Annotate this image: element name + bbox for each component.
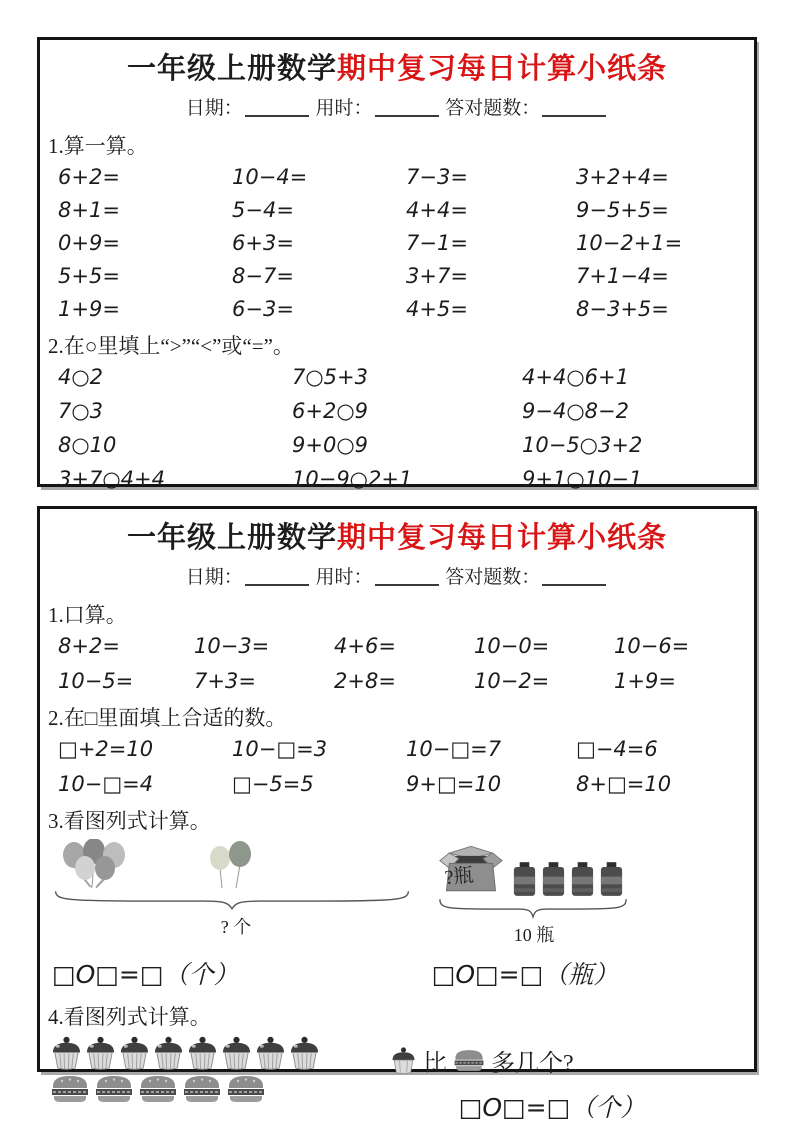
problem-item: 4+4○6+1 — [522, 366, 754, 388]
bottle-icon — [570, 862, 595, 897]
date-label: 日期： — [186, 567, 243, 588]
problem-item: 7○3 — [58, 400, 292, 422]
bottle-icon — [512, 862, 537, 897]
problem-item: 4+6= — [334, 635, 474, 657]
problem-item: 6+2○9 — [292, 400, 522, 422]
title-red-part: 期中复习每日计算小纸条 — [337, 53, 667, 85]
problem-item: 2+8= — [334, 670, 474, 692]
burger-icon — [182, 1074, 222, 1104]
problem-item: 6+3= — [232, 232, 406, 254]
bottle-equation: □O□=□（瓶） — [420, 955, 630, 991]
cupcake-icon — [118, 1035, 151, 1071]
problem-item: 7○5+3 — [292, 366, 522, 388]
balloon-total-label: ? 个 — [52, 913, 420, 939]
question-3-heading: 3.看图列式计算。 — [48, 805, 754, 835]
problem-item: □−5=5 — [232, 773, 406, 795]
bottle-icon — [599, 862, 624, 897]
problem-item: 0+9= — [58, 232, 232, 254]
bottle-group — [512, 862, 624, 897]
problem-item: 6+2= — [58, 166, 232, 188]
time-label: 用时： — [315, 567, 372, 588]
problem-item: 10−2+1= — [576, 232, 754, 254]
cupcake-icon — [220, 1035, 253, 1071]
problem-item: 10−□=7 — [406, 738, 576, 760]
problem-item: 10−□=3 — [232, 738, 406, 760]
date-line — [40, 93, 754, 120]
problem-item: 8−3+5= — [576, 298, 754, 320]
burger-icon — [138, 1074, 178, 1104]
question-4-figure — [40, 1035, 754, 1124]
question-4-heading: 4.看图列式计算。 — [48, 1001, 754, 1031]
question-2-heading: 2.在○里填上“>”“<”或“=”。 — [48, 330, 754, 360]
problem-item: 7−1= — [406, 232, 576, 254]
problem-item: 3+7○4+4 — [58, 468, 292, 490]
problem-item: □+2=10 — [58, 738, 232, 760]
date-blank — [245, 565, 309, 586]
title-black-part: 一年级上册数学 — [127, 53, 337, 85]
problem-item: 8○10 — [58, 434, 292, 456]
problem-item: 6−3= — [232, 298, 406, 320]
cupcake-icon — [152, 1035, 185, 1071]
problem-item: 8+2= — [58, 635, 194, 657]
compare-block — [390, 1035, 754, 1124]
problem-item: 10−0= — [474, 635, 614, 657]
score-label: 答对题数： — [445, 567, 540, 588]
brace-under-balloons — [52, 889, 412, 911]
problem-item: 8−7= — [232, 265, 406, 287]
problem-item: 7+3= — [194, 670, 334, 692]
score-blank — [542, 565, 606, 586]
question-1-problem-grid — [58, 166, 754, 320]
problem-item: 1+9= — [58, 298, 232, 320]
cupcake-icon — [288, 1035, 321, 1071]
problem-item: 10−□=4 — [58, 773, 232, 795]
cupcake-icon — [254, 1035, 287, 1071]
problem-item: 4+4= — [406, 199, 576, 221]
problem-item: 3+2+4= — [576, 166, 754, 188]
worksheet-title — [40, 53, 754, 86]
problem-item: 3+7= — [406, 265, 576, 287]
question-3-equations — [40, 955, 754, 991]
score-blank — [542, 96, 606, 117]
problem-item: 9+□=10 — [406, 773, 576, 795]
bottle-total-label: 10 瓶 — [438, 921, 630, 947]
problem-item: 9−5+5= — [576, 199, 754, 221]
problem-item: 10−5= — [58, 670, 194, 692]
date-line — [40, 562, 754, 589]
question-1-heading: 1.算一算。 — [48, 130, 754, 160]
balloon-equation: □O□=□（个） — [52, 955, 420, 991]
cupcake-icon — [50, 1035, 83, 1071]
cupcake-icon — [84, 1035, 117, 1071]
burger-icon — [94, 1074, 134, 1104]
problem-item: 10−9○2+1 — [292, 468, 522, 490]
problem-item: 10−2= — [474, 670, 614, 692]
compare-word: 比 — [423, 1043, 447, 1078]
title-black-part: 一年级上册数学 — [127, 522, 337, 554]
worksheet-1 — [37, 37, 757, 487]
burger-icon — [50, 1074, 90, 1104]
problem-item: 9−4○8−2 — [522, 400, 754, 422]
problem-item: 7−3= — [406, 166, 576, 188]
problem-item: 4○2 — [58, 366, 292, 388]
problem-item: 5+5= — [58, 265, 232, 287]
problem-item: 1+9= — [614, 670, 754, 692]
box-count-label: ?瓶 — [444, 865, 475, 890]
problem-item: 4+5= — [406, 298, 576, 320]
worksheet-title — [40, 522, 754, 555]
cupcake-icon — [390, 1046, 417, 1075]
question-2-problem-grid — [58, 366, 754, 490]
date-blank — [245, 96, 309, 117]
balloon-figure — [52, 839, 420, 947]
compare-equation: □O□=□（个） — [390, 1088, 754, 1124]
question-1-heading: 1.口算。 — [48, 599, 754, 629]
problem-item: 8+1= — [58, 199, 232, 221]
bottle-icon — [541, 862, 566, 897]
problem-item: 10−5○3+2 — [522, 434, 754, 456]
problem-item: 10−3= — [194, 635, 334, 657]
cupcake-row — [50, 1035, 390, 1071]
burger-icon — [226, 1074, 266, 1104]
bottle-figure — [438, 839, 630, 947]
question-3-figures — [40, 839, 754, 947]
brace-under-bottles — [438, 897, 628, 919]
question-2-problem-grid — [58, 738, 754, 795]
problem-item: 7+1−4= — [576, 265, 754, 287]
food-icons — [50, 1035, 390, 1124]
problem-item: 5−4= — [232, 199, 406, 221]
problem-item: 10−4= — [232, 166, 406, 188]
date-label: 日期： — [186, 98, 243, 119]
problem-item: 9+1○10−1 — [522, 468, 754, 490]
problem-item: 10−6= — [614, 635, 754, 657]
burger-row — [50, 1074, 390, 1104]
score-label: 答对题数： — [445, 98, 540, 119]
worksheet-2 — [37, 506, 757, 1072]
question-1-problem-grid — [58, 635, 754, 692]
title-red-part: 期中复习每日计算小纸条 — [337, 522, 667, 554]
balloon-cluster-icon — [52, 839, 272, 889]
cupcake-icon — [186, 1035, 219, 1071]
time-blank — [375, 96, 439, 117]
question-2-heading: 2.在□里面填上合适的数。 — [48, 702, 754, 732]
time-label: 用时： — [315, 98, 372, 119]
problem-item: □−4=6 — [576, 738, 754, 760]
problem-item: 9+0○9 — [292, 434, 522, 456]
compare-line — [390, 1043, 754, 1078]
time-blank — [375, 565, 439, 586]
problem-item: 8+□=10 — [576, 773, 754, 795]
box-icon — [438, 843, 504, 897]
burger-icon — [453, 1048, 485, 1073]
compare-question: 多几个? — [491, 1043, 574, 1078]
